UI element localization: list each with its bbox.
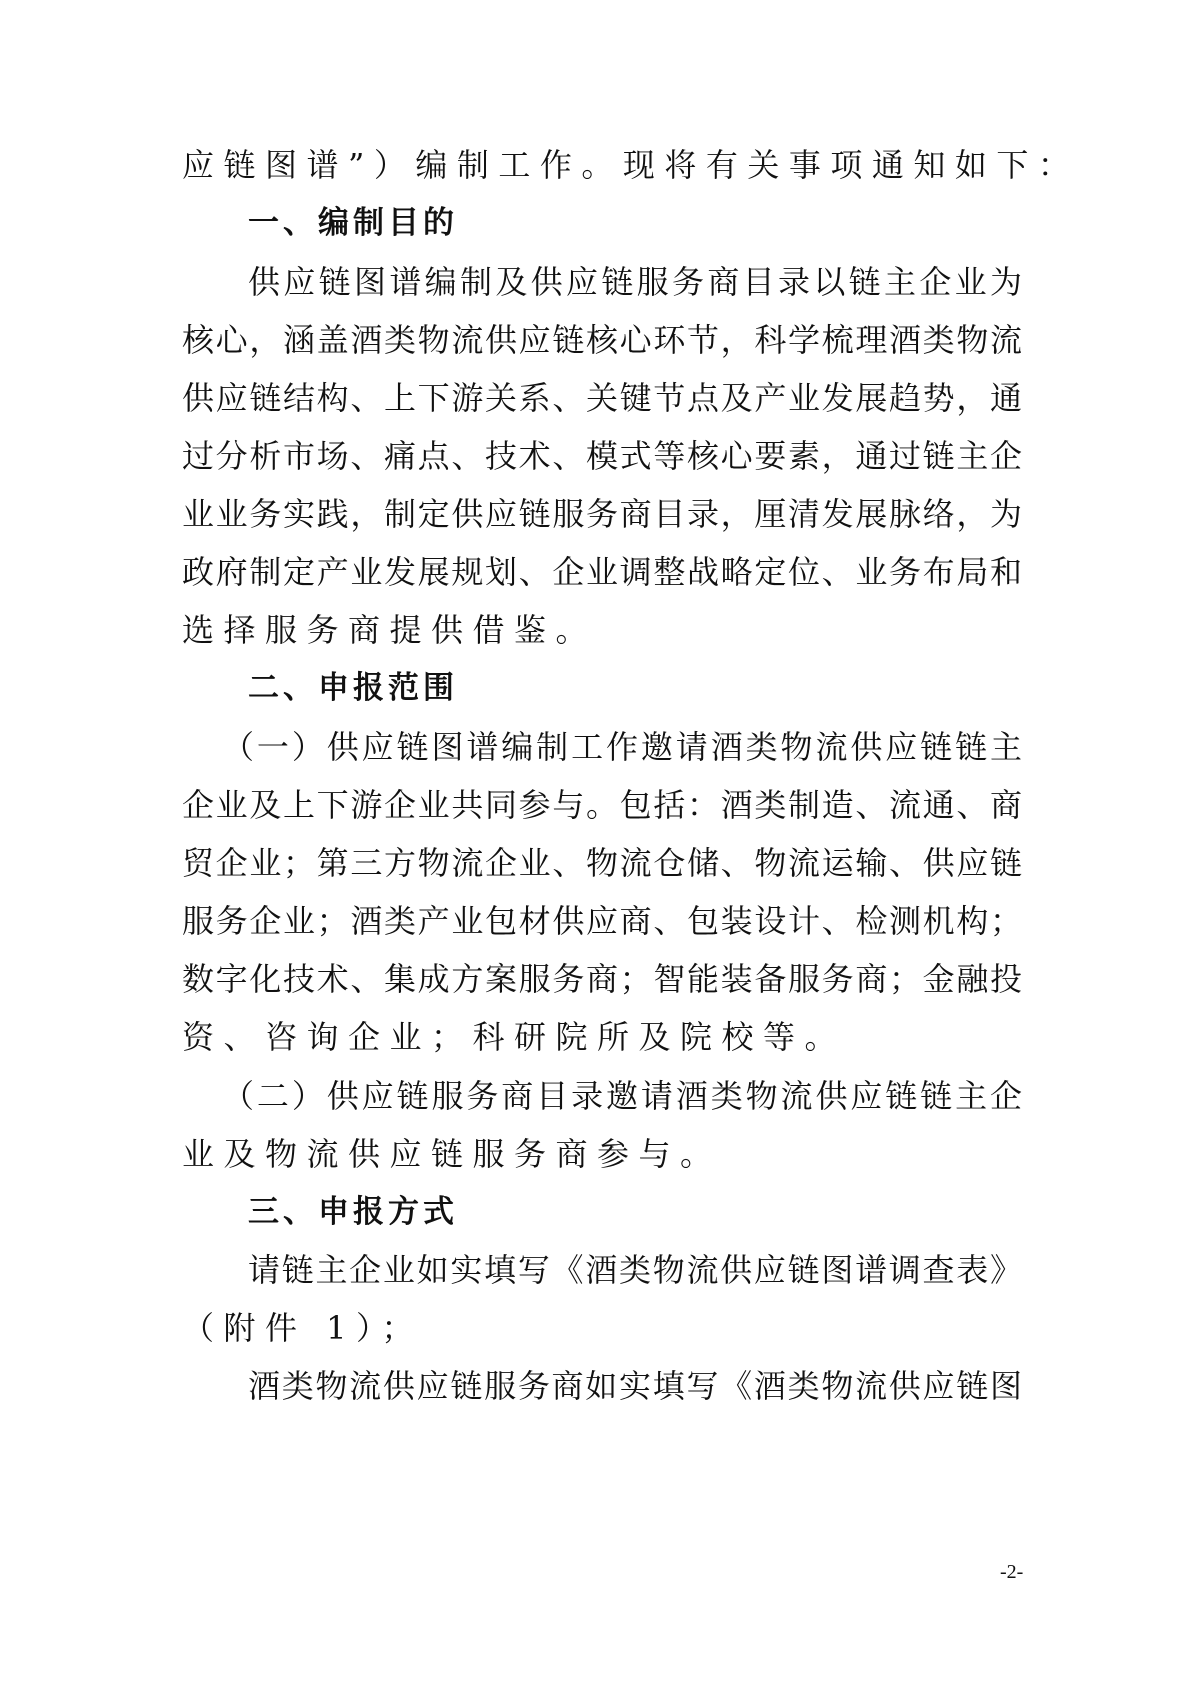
body-line: 企业及上下游企业共同参与。包括：酒类制造、流通、商 [182,786,1022,824]
body-line: 选择服务商提供借鉴。 [182,611,598,649]
body-line: 过分析市场、痛点、技术、模式等核心要素，通过链主企 [182,437,1022,475]
page-number: -2- [1000,1561,1024,1583]
body-line: 数字化技术、集成方案服务商；智能装备服务商；金融投 [182,960,1022,998]
section-heading-method: 三、申报方式 [248,1194,458,1230]
body-line: （二）供应链服务商目录邀请酒类物流供应链链主企 [222,1077,1022,1115]
body-line: 请链主企业如实填写《酒类物流供应链图谱调查表》 [248,1251,1022,1289]
body-line: （附件 1）； [182,1309,424,1347]
body-line: 业及物流供应链服务商参与。 [182,1135,722,1173]
body-line: 酒类物流供应链服务商如实填写《酒类物流供应链图 [248,1367,1022,1405]
section-heading-purpose: 一、编制目的 [248,205,458,241]
section-heading-scope: 二、申报范围 [248,670,458,706]
body-line: 应链图谱”）编制工作。现将有关事项通知如下： [182,146,1080,184]
body-line: 政府制定产业发展规划、企业调整战略定位、业务布局和 [182,553,1022,591]
body-line: 业业务实践，制定供应链服务商目录，厘清发展脉络，为 [182,495,1022,533]
body-line: 核心，涵盖酒类物流供应链核心环节，科学梳理酒类物流 [182,321,1022,359]
body-line: 供应链结构、上下游关系、关键节点及产业发展趋势，通 [182,379,1022,417]
body-line: 资、咨询企业；科研院所及院校等。 [182,1018,847,1056]
body-line: 供应链图谱编制及供应链服务商目录以链主企业为 [248,263,1022,301]
body-line: 服务企业；酒类产业包材供应商、包装设计、检测机构； [182,902,1022,940]
body-line: （一）供应链图谱编制工作邀请酒类物流供应链链主 [222,728,1022,766]
body-line: 贸企业；第三方物流企业、物流仓储、物流运输、供应链 [182,844,1022,882]
